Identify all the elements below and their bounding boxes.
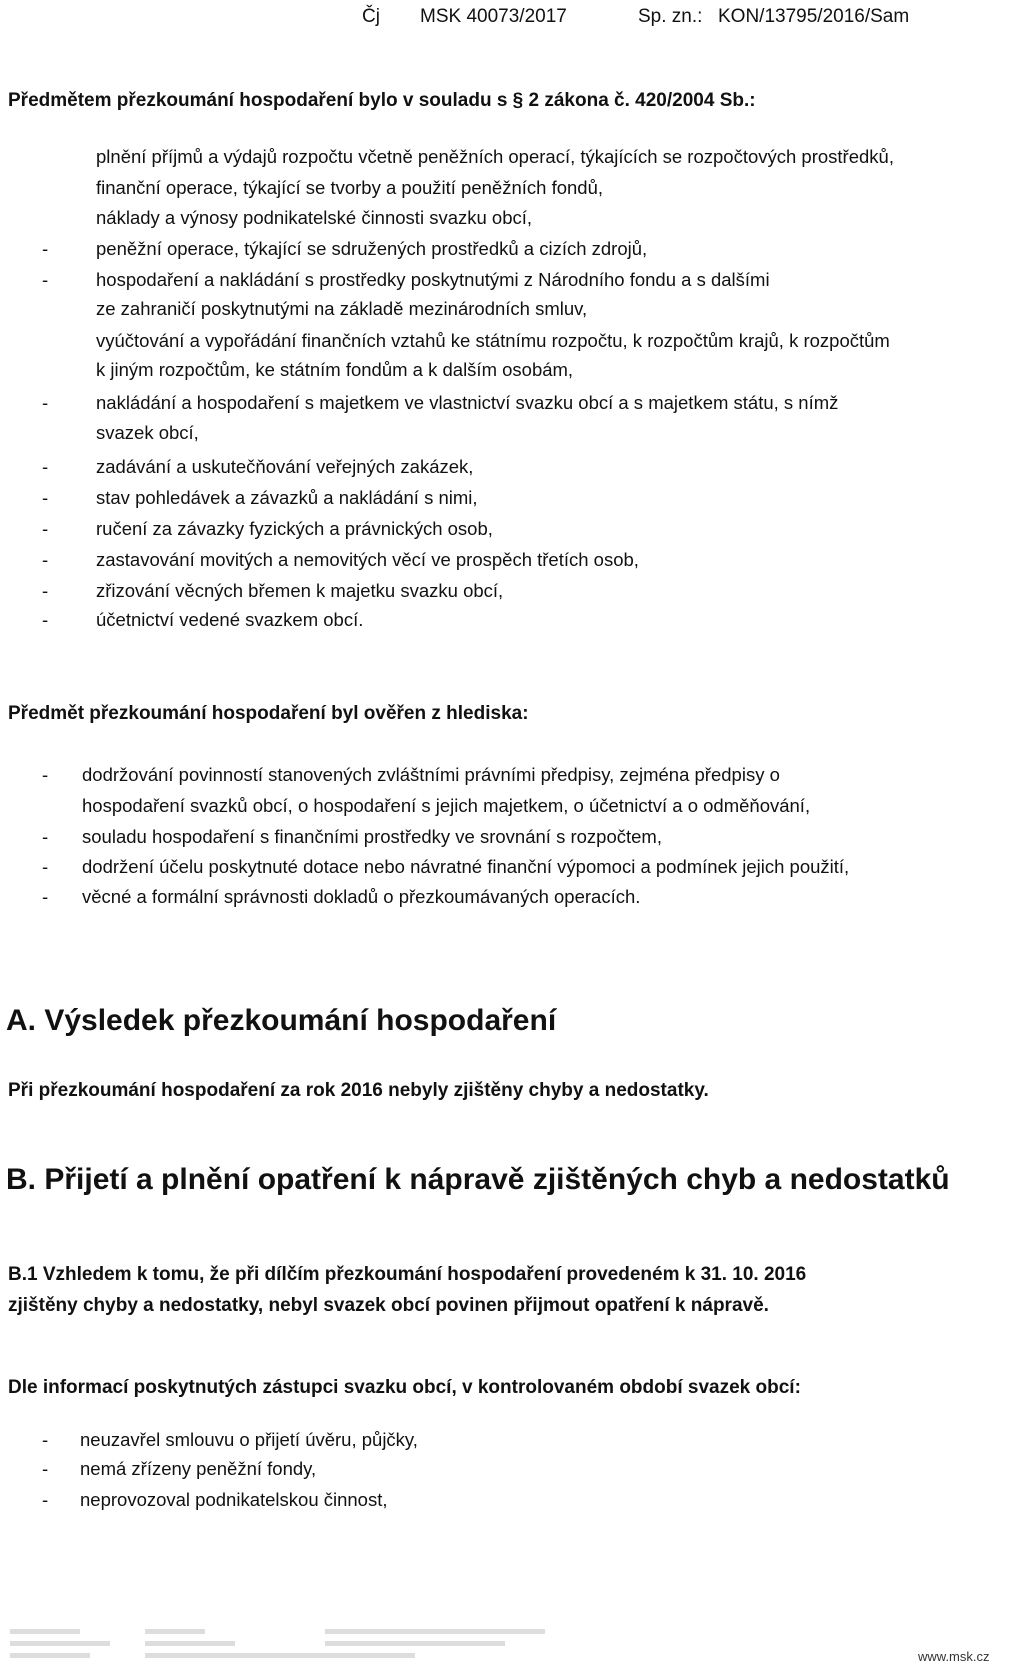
spzn-label: Sp. zn.:	[638, 6, 703, 27]
footer-website: www.msk.cz	[918, 1649, 990, 1664]
section-b1-line2: zjištěny chyby a nedostatky, nebyl svazek obcí povinen přijmout opatření k nápravě.	[8, 1295, 769, 1316]
footer-scan-noise	[10, 1625, 910, 1665]
section1-heading: Předmětem přezkoumání hospodaření bylo v souladu s § 2 zákona č. 420/2004 Sb.:	[8, 90, 756, 111]
cj-label: Čj	[362, 6, 380, 27]
spzn-value: KON/13795/2016/Sam	[718, 6, 910, 27]
section-b1-line1: B.1 Vzhledem k tomu, že při dílčím přezkoumání hospodaření provedeném k 31. 10. 2016	[8, 1264, 807, 1285]
section-b-title: B. Přijetí a plnění opatření k nápravě zjištěných chyb a nedostatků	[6, 1163, 950, 1196]
section2-heading: Předmět přezkoumání hospodaření byl ověřen z hlediska:	[8, 703, 529, 724]
document-header	[0, 6, 1024, 36]
info-heading: Dle informací poskytnutých zástupci svazku obcí, v kontrolovaném období svazek obcí:	[8, 1377, 801, 1398]
section-a-text: Při přezkoumání hospodaření za rok 2016 nebyly zjištěny chyby a nedostatky.	[8, 1080, 709, 1101]
section-a-title: A. Výsledek přezkoumání hospodaření	[6, 1004, 557, 1037]
cj-value: MSK 40073/2017	[420, 6, 567, 27]
